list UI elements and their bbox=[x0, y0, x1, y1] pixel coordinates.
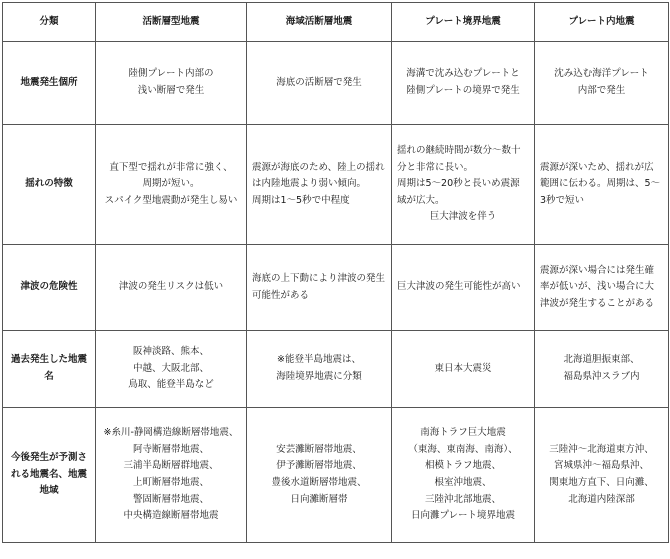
cell-line: 南海トラフ巨大地震 bbox=[420, 427, 506, 439]
header-offshore-fault: 海域活断層地震 bbox=[247, 3, 392, 42]
cell-line: ※糸川-静岡構造線断層帯地震、 bbox=[103, 427, 239, 439]
cell-future-active-fault bbox=[96, 408, 247, 543]
cell-line: 海溝で沈み込むプレートと bbox=[406, 68, 520, 80]
cell-line: 震源が深い場合には発生確率が低いが、浅い場合に大津波が発生することがある bbox=[540, 264, 655, 309]
cell-line: 関東地方直下、日向灘、 bbox=[549, 477, 654, 488]
cell-past-active-fault bbox=[96, 331, 247, 408]
cell-line: （東海、東南海、南海）、 bbox=[408, 443, 518, 455]
header-row bbox=[3, 3, 669, 42]
cell-line: 中央構造線断層帯地震 bbox=[123, 510, 219, 522]
cell-shaking-active-fault bbox=[96, 125, 247, 245]
cell-line: 鳥取、能登半島など bbox=[128, 379, 214, 391]
cell-line: 福島県沖スラブ内 bbox=[563, 371, 640, 382]
cell-tsunami-intraplate bbox=[535, 245, 669, 331]
cell-line: 宮城県沖～福島県沖、 bbox=[553, 460, 649, 472]
row-label-location: 地震発生個所 bbox=[3, 42, 96, 125]
cell-line: 巨大津波の発生可能性が高い bbox=[397, 281, 521, 293]
cell-line: 伊予灘断層帯地震、 bbox=[276, 460, 362, 472]
cell-shaking-offshore bbox=[247, 125, 392, 245]
cell-line: 安芸灘断層帯地震、 bbox=[276, 443, 362, 455]
cell-future-offshore bbox=[247, 408, 392, 543]
cell-line: 津波の発生リスクは低い bbox=[118, 281, 224, 293]
cell-line: 震源が深いため、揺れが広範囲に伝わる。周期は、5～3秒で短い bbox=[540, 161, 661, 206]
cell-line: 阿寺断層帯地震、 bbox=[132, 443, 209, 455]
table-row-shaking bbox=[3, 125, 669, 245]
cell-line: 沈み込む海洋プレート bbox=[554, 68, 649, 80]
cell-tsunami-offshore bbox=[247, 245, 392, 331]
cell-line: 巨大津波を伴う bbox=[429, 211, 497, 223]
cell-line: 上町断層帯地震、 bbox=[132, 477, 209, 488]
cell-line: 北海道胆振東部、 bbox=[563, 354, 640, 366]
cell-line: 周期は5～20秒と長いめ震源域が広大。 bbox=[397, 178, 520, 206]
earthquake-classification-table bbox=[2, 2, 669, 543]
cell-line: 豊後水道断層帯地震、 bbox=[271, 477, 367, 488]
cell-line: 三陸沖北部地震、 bbox=[424, 493, 501, 505]
cell-line: 日向灘プレート境界地震 bbox=[410, 510, 516, 522]
cell-line: 根室沖地震、 bbox=[434, 477, 492, 488]
table-row-location bbox=[3, 42, 669, 125]
row-label-tsunami: 津波の危険性 bbox=[3, 245, 96, 331]
cell-location-offshore bbox=[247, 42, 392, 125]
cell-line: 直下型で揺れが非常に強く、 bbox=[109, 161, 233, 173]
cell-line: 揺れの継続時間が数分～数十分と非常に長い。 bbox=[397, 144, 521, 173]
table-row-tsunami bbox=[3, 245, 669, 331]
cell-line: 海陸境界地震に分類 bbox=[276, 371, 362, 382]
cell-past-offshore bbox=[247, 331, 392, 408]
cell-past-boundary bbox=[392, 331, 535, 408]
row-label-past: 過去発生した地震名 bbox=[3, 331, 96, 408]
cell-location-intraplate bbox=[535, 42, 669, 125]
row-label-future: 今後発生が予測される地震名、地震地域 bbox=[3, 408, 96, 543]
cell-tsunami-boundary bbox=[392, 245, 535, 331]
header-intraplate: プレート内地震 bbox=[535, 3, 669, 42]
cell-line: 三陸沖～北海道東方沖、 bbox=[549, 443, 654, 455]
cell-tsunami-active-fault bbox=[96, 245, 247, 331]
cell-future-boundary bbox=[392, 408, 535, 543]
header-active-fault: 活断層型地震 bbox=[96, 3, 247, 42]
cell-line: スパイク型地震動が発生し易い bbox=[104, 194, 238, 206]
cell-line: 東日本大震災 bbox=[434, 362, 492, 374]
cell-shaking-boundary bbox=[392, 125, 535, 245]
cell-line: 相模トラフ地震、 bbox=[424, 460, 501, 472]
cell-line: 内部で発生 bbox=[577, 85, 626, 96]
cell-line: 陸側プレートの境界で発生 bbox=[406, 85, 520, 96]
header-category: 分類 bbox=[3, 3, 96, 42]
cell-line: 中越、大阪北部、 bbox=[132, 362, 209, 374]
cell-line: 警固断層帯地震、 bbox=[132, 493, 209, 505]
cell-line: 海底の上下動により津波の発生可能性がある bbox=[252, 272, 386, 301]
cell-line: 北海道内陸深部 bbox=[568, 493, 635, 505]
cell-future-intraplate bbox=[535, 408, 669, 543]
cell-line: 震源が海底のため、陸上の揺れは内陸地震より弱い傾向。 bbox=[252, 161, 385, 190]
cell-line: 日向灘断層帯 bbox=[290, 493, 348, 505]
cell-line: ※能登半島地震は、 bbox=[277, 354, 361, 366]
cell-shaking-intraplate bbox=[535, 125, 669, 245]
cell-line: 阪神淡路、熊本、 bbox=[132, 346, 209, 358]
cell-line: 周期が短い。 bbox=[142, 178, 200, 190]
cell-line: 陸側プレート内部の bbox=[128, 68, 214, 80]
table-row-past bbox=[3, 331, 669, 408]
row-label-shaking: 揺れの特徴 bbox=[3, 125, 96, 245]
cell-location-active-fault bbox=[96, 42, 247, 125]
cell-line: 三浦半島断層群地震、 bbox=[123, 460, 219, 472]
cell-line: 浅い断層で発生 bbox=[137, 85, 205, 96]
cell-line: 海底の活断層で発生 bbox=[276, 76, 362, 88]
cell-location-boundary bbox=[392, 42, 535, 125]
table-row-future bbox=[3, 408, 669, 543]
cell-past-intraplate bbox=[535, 331, 669, 408]
header-plate-boundary: プレート境界地震 bbox=[392, 3, 535, 42]
cell-line: 周期は1～5秒で中程度 bbox=[252, 194, 350, 206]
